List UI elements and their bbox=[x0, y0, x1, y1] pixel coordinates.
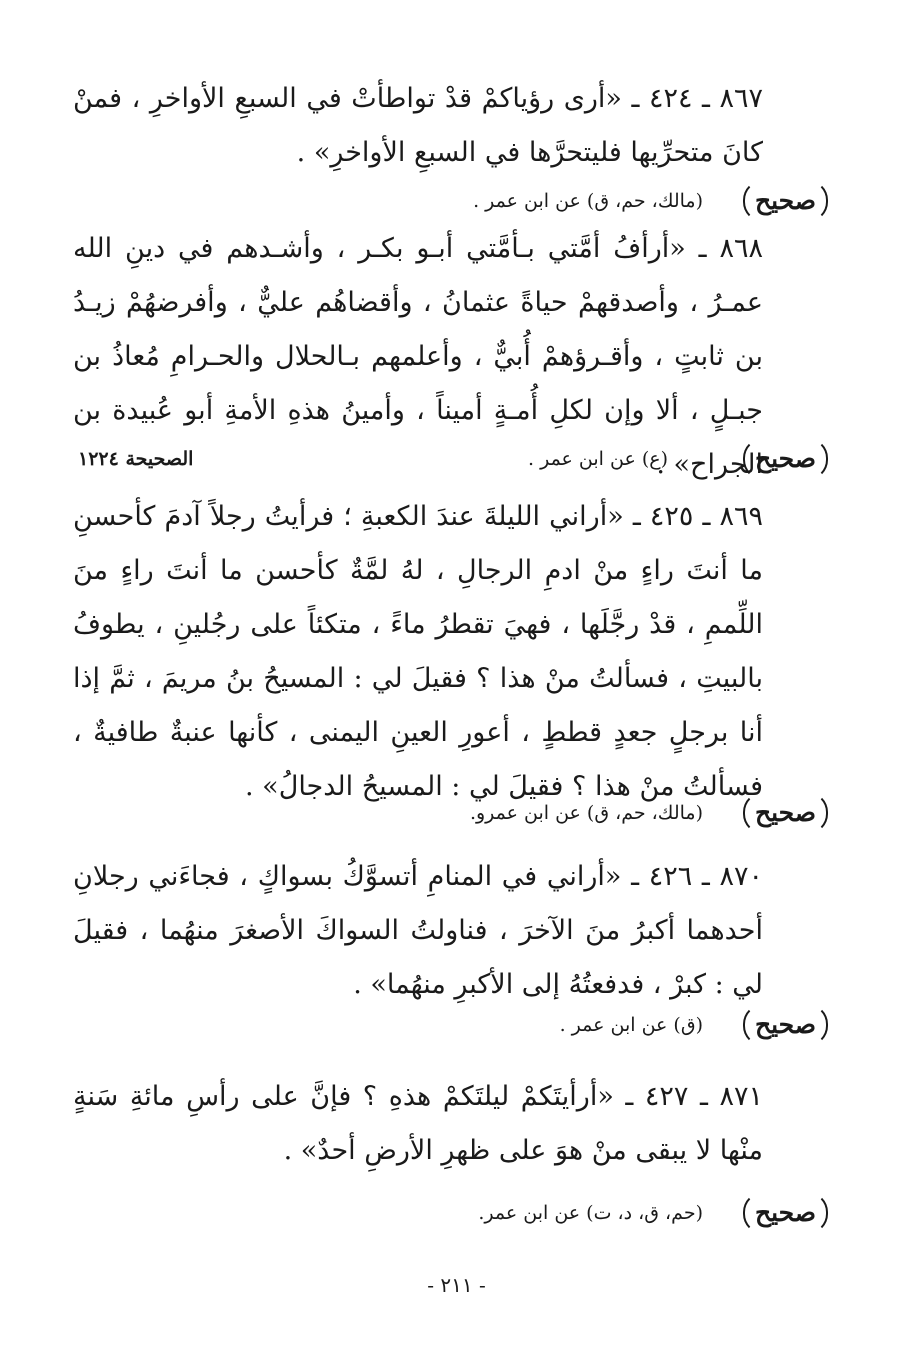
source-reference: (حم، ق، د، ت) عن ابن عمر. bbox=[478, 1202, 703, 1224]
source-reference: (مالك، حم، ق) عن ابن عمر . bbox=[473, 190, 703, 212]
grading-row-869 bbox=[78, 792, 828, 832]
grade-badge: صحيح bbox=[743, 180, 828, 222]
grading-row-868 bbox=[78, 438, 828, 478]
grading-row-870 bbox=[78, 1004, 828, 1044]
source-reference: (ع) عن ابن عمر . bbox=[528, 448, 668, 470]
grade-badge: صحيح bbox=[743, 438, 828, 480]
hadith-text-869: ٨٦٩ ـ ٤٢٥ ـ «أراني الليلةَ عندَ الكعبةِ ؛ فرأيتُ رجلاً آدمَ كأحسنِ ما أنتَ راءٍ منْ ادمِ الرجالِ ، لهُ لمَّةٌ كأحسن ما أنتَ راءٍ منَ اللِّممِ ، قدْ رجَّلَها ، فهيَ تقطرُ ماءً ، متكئاً على رجُلينِ ، يطوفُ بالبيتِ ، فسألتُ منْ هذا ؟ فقيلَ لي : المسيحُ بنُ مريمَ ، ثمَّ إذا أنا برجلٍ جعدٍ قططٍ ، أعورِ العينِ اليمنى ، كأنها عنبةٌ طافيةٌ ، فسألتُ منْ هذا ؟ فقيلَ لي : المسيحُ الدجالُ» . bbox=[73, 501, 764, 802]
hadith-text-870: ٨٧٠ ـ ٤٢٦ ـ «أراني في المنامِ أتسوَّكُ بسواكٍ ، فجاءَني رجلانِ أحدهما أكبرُ منَ الآخرَ ، فناولتُ السواكَ الأصغرَ منهُما ، فقيلَ لي : كبرْ ، فدفعتُهُ إلى الأكبرِ منهُما» . bbox=[73, 861, 763, 1000]
hadith-text-867: ٨٦٧ ـ ٤٢٤ ـ «أرى رؤياكمْ قدْ تواطأتْ في السبعِ الأواخرِ ، فمنْ كانَ متحرِّيها فليتحرَّها في السبعِ الأواخرِ» . bbox=[73, 83, 763, 168]
hadith-text-871: ٨٧١ ـ ٤٢٧ ـ «أرأيتَكمْ ليلتَكمْ هذهِ ؟ فإنَّ على رأسِ مائةِ سَنةٍ منْها لا يبقى منْ هوَ على ظهرِ الأرضِ أحدٌ» . bbox=[73, 1081, 763, 1166]
grading-row-871 bbox=[78, 1192, 828, 1232]
hadith-text-868: ٨٦٨ ـ «أرأفُ أمَّتي بـأمَّتي أبـو بكـر ، وأشـدهم في دينِ الله عمـرُ ، وأصدقهمْ حياةً عثمانُ ، وأقضاهُم عليٌّ ، وأفرضهُمْ زيـدُ بن ثابتٍ ، وأقـرؤهمْ أُبيٌّ ، وأعلمهم بـالحلال والحـرامِ مُعاذُ بن جبـلٍ ، ألا وإن لكلِ أُمـةٍ أميناً ، وأمينُ هذهِ الأمةِ أبو عُبيدة بن الجراح» . bbox=[73, 233, 763, 480]
book-reference: الصحيحة ١٢٢٤ bbox=[78, 448, 194, 470]
grade-badge: صحيح bbox=[743, 1004, 828, 1046]
grade-badge: صحيح bbox=[743, 792, 828, 834]
source-reference: (ق) عن ابن عمر . bbox=[559, 1014, 703, 1036]
page-number: - ٢١١ - bbox=[427, 1273, 486, 1297]
source-reference: (مالك، حم، ق) عن ابن عمرو. bbox=[469, 802, 703, 824]
grade-badge: صحيح bbox=[743, 1192, 828, 1234]
grading-row-867 bbox=[78, 180, 828, 220]
